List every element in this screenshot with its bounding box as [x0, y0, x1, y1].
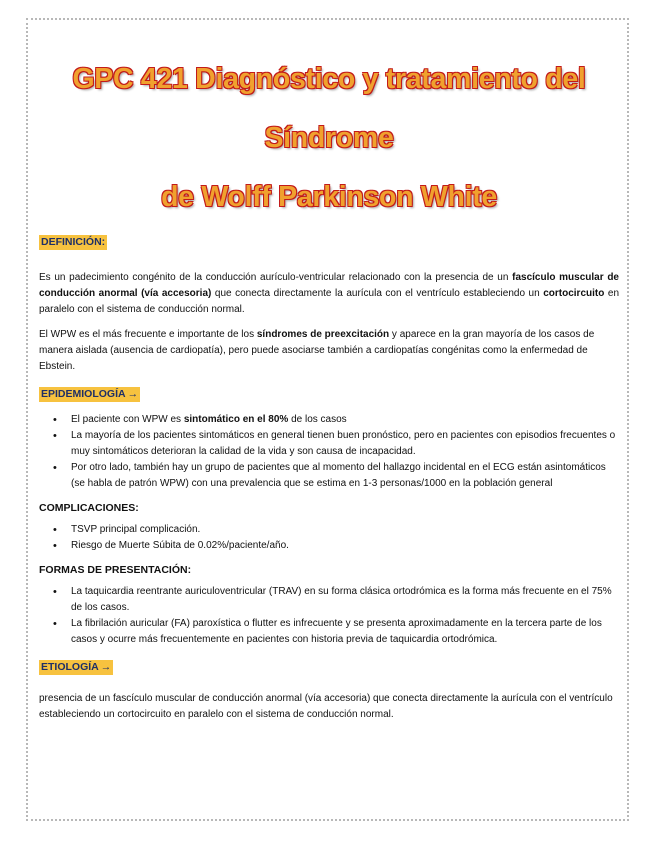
epidemiologia-heading	[39, 387, 140, 402]
text-run: de los casos	[288, 414, 347, 425]
title-line-1: GPC 421 Diagnóstico y tratamiento del Síndrome	[72, 63, 586, 154]
etiologia-paragraph: presencia de un fascículo muscular de conducción anormal (vía accesoria) que conecta directamente la aurícula con el ventrículo estableciendo un cortocircuito en paralelo con el sistema de conducción normal.	[39, 693, 613, 720]
formas-heading: FORMAS DE PRESENTACIÓN:	[39, 564, 192, 576]
list-item: • Riesgo de Muerte Súbita de 0.02%/paciente/año.	[39, 538, 619, 554]
formas-list	[39, 584, 619, 648]
arrow-right-icon: →	[100, 661, 112, 673]
list-item: • TSVP principal complicación.	[39, 522, 619, 538]
list-item: • Por otro lado, también hay un grupo de pacientes que al momento del hallazgo incidental en el ECG están asintomáticos (se habla de patrón WPW) con una prevalencia que se estima en 1-3 personas/1000 en la población general	[39, 460, 619, 492]
etiologia-heading	[39, 660, 113, 675]
text-run: El paciente con WPW es	[71, 414, 184, 425]
arrow-right-icon: →	[127, 388, 139, 400]
bold-run: sintomático en el 80%	[183, 414, 289, 425]
bold-run: fascículo muscular de conducción anormal (vía accesoria)	[39, 272, 619, 299]
list-item: • La fibrilación auricular (FA) paroxística o flutter es infrecuente y se presenta aproximadamente en la tercera parte de los casos y ocurre más frecuentemente en pacientes con historia previa de taquicardia ortodrómica.	[39, 616, 619, 648]
text-run: que conecta directamente la aurícula con el ventrículo estableciendo un	[211, 288, 544, 299]
list-item: • La mayoría de los pacientes sintomáticos en general tienen buen pronóstico, pero en pacientes con episodios frecuentes o muy sintomáticos deterioran la calidad de la vida y son causa de incapacidad.	[39, 428, 619, 460]
title-line-2: de Wolff Parkinson White	[161, 181, 497, 213]
text-run: El WPW es el más frecuente e importante de los	[39, 329, 257, 340]
list-item	[39, 412, 619, 428]
definicion-paragraph-1	[39, 270, 619, 318]
list-item: • La taquicardia reentrante auriculoventricular (TRAV) en su forma clásica ortodrómica es la forma más frecuente en el 75% de los casos.	[39, 584, 619, 616]
text-run: en paralelo con el sistema de conducción normal.	[39, 288, 620, 315]
complicaciones-list	[39, 522, 619, 554]
complicaciones-heading: COMPLICACIONES:	[39, 502, 139, 514]
etiologia-heading-text: ETIOLOGÍA	[41, 661, 99, 673]
text-run: y aparece en la gran mayoría de los casos de manera aislada (ausencia de cardiopatía), pero puede asociarse también a cardiopatías congénitas como la enfermedad de Ebstein.	[39, 329, 595, 372]
text-run: Es un padecimiento congénito de la conducción aurículo-ventricular relacionado con la presencia de un	[39, 272, 513, 283]
bold-run: síndromes de preexcitación	[256, 329, 390, 340]
epidemiologia-heading-text: EPIDEMIOLOGÍA	[41, 388, 126, 400]
definicion-heading	[39, 235, 107, 250]
definicion-paragraph-2	[39, 327, 619, 375]
definicion-heading-text: DEFINICIÓN:	[41, 236, 106, 248]
bold-run: cortocircuito	[543, 288, 605, 299]
epidemiologia-list	[39, 412, 619, 492]
document-content	[39, 50, 619, 723]
